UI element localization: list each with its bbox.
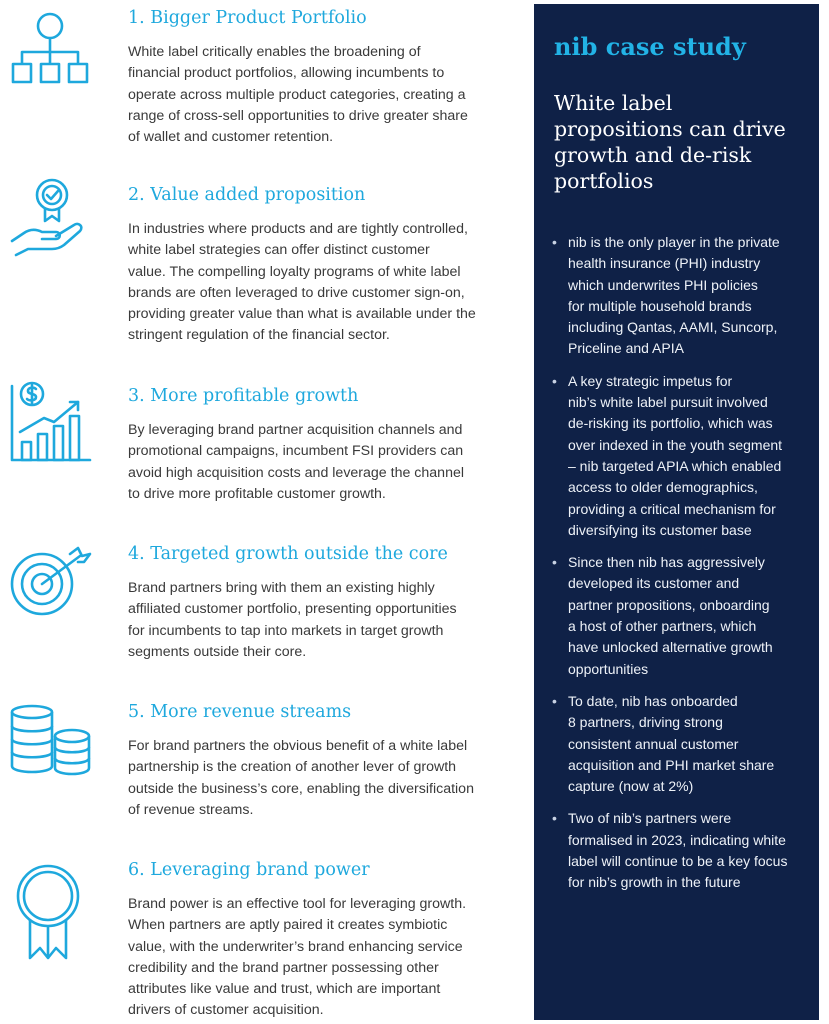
- text-line: a host of other partners, which: [568, 618, 757, 635]
- benefit-title: 5. More revenue streams: [128, 702, 352, 722]
- text-line: acquisition and PHI market share: [568, 756, 775, 773]
- benefit-title: 1. Bigger Product Portfolio: [128, 8, 367, 28]
- text-line: health insurance (PHI) industry: [568, 255, 761, 272]
- text-line: – nib targeted APIA which enabled: [568, 457, 782, 474]
- text-line: attributes like value and trust, which are important: [128, 981, 441, 998]
- bullet-dot: •: [552, 372, 557, 389]
- text-line: partnership is the creation of another lever of growth: [128, 759, 457, 776]
- text-line: In industries where products and are tightly controlled,: [128, 221, 468, 237]
- text-line: providing greater value than what is available under the: [128, 306, 476, 323]
- text-line: credibility and the brand partner possessing other: [128, 959, 439, 976]
- bullet-dot: •: [552, 234, 557, 250]
- benefit-description: [128, 219, 508, 347]
- text-line: over indexed in the youth segment: [568, 436, 783, 453]
- text-line: affiliated customer portfolio, presenting opportunities: [128, 601, 457, 618]
- text-line: To date, nib has onboarded: [568, 692, 738, 709]
- text-line: formalised in 2023, indicating white: [568, 831, 786, 848]
- text-line: brands are often leveraged to drive customer sign-on,: [128, 284, 465, 301]
- bullet-item: [552, 371, 814, 541]
- text-line: Brand power is an effective tool for leveraging growth.: [128, 896, 467, 912]
- text-line: A key strategic impetus for: [568, 372, 733, 389]
- text-line: which underwrites PHI policies: [568, 276, 758, 293]
- text-line: drivers of customer acquisition.: [128, 1002, 324, 1019]
- text-line: promotional campaigns, incumbent FSI providers can: [128, 443, 464, 460]
- text-line: for nib’s growth in the future: [568, 874, 741, 891]
- text-line: to drive more profitable customer growth.: [128, 485, 386, 502]
- text-line: opportunities: [568, 660, 649, 677]
- text-line: Priceline and APIA: [568, 340, 684, 357]
- benefit-description: [128, 420, 508, 505]
- text-line: value, with the underwriter’s brand enhancing service: [128, 938, 463, 955]
- bullet-item: [552, 691, 814, 797]
- text-line: 8 partners, driving strong: [568, 714, 723, 731]
- benefit-description: [128, 894, 508, 1022]
- benefit-description: [128, 736, 508, 821]
- text-line: By leveraging brand partner acquisition channels and: [128, 422, 463, 438]
- text-line: financial product portfolios, allowing incumbents to: [128, 65, 445, 82]
- text-line: avoid high acquisition costs and leverage the channel: [128, 464, 464, 481]
- hand-holding-award-icon: [8, 177, 92, 261]
- text-line: white label strategies can offer distinct customer: [128, 242, 430, 259]
- benefit-description: [128, 42, 508, 148]
- text-line: including Qantas, AAMI, Suncorp,: [568, 319, 778, 336]
- case-study-heading: nib case study: [554, 32, 746, 61]
- text-line: capture (now at 2%): [568, 778, 694, 795]
- benefit-title: 6. Leveraging brand power: [128, 860, 370, 880]
- text-line: outside the business’s core, enabling the diversification: [128, 780, 474, 797]
- text-line: range of cross-sell opportunities to drive greater share: [128, 107, 468, 124]
- bullet-item: [552, 552, 814, 680]
- text-line: of revenue streams.: [128, 801, 254, 818]
- text-line: Two of nib’s partners were: [568, 810, 732, 827]
- text-line: nib is the only player in the private: [568, 234, 780, 250]
- text-line: providing a critical mechanism for: [568, 500, 776, 517]
- hierarchy-org-chart-icon: [8, 8, 92, 92]
- case-study-bullets: [552, 232, 814, 905]
- text-line: consistent annual customer: [568, 735, 739, 752]
- title-line: growth and de-risk: [554, 143, 752, 167]
- text-line: have unlocked alternative growth: [568, 639, 773, 656]
- text-line: For brand partners the obvious benefit of a white label: [128, 738, 468, 754]
- text-line: de-risking its portfolio, which was: [568, 415, 773, 432]
- bullet-dot: •: [552, 692, 557, 709]
- bullet-dot: •: [552, 554, 557, 571]
- benefit-description: [128, 578, 508, 663]
- text-line: partner propositions, onboarding: [568, 596, 770, 613]
- text-line: When partners are aptly paired it creates symbiotic: [128, 917, 448, 934]
- text-line: for incumbents to tap into markets in target growth: [128, 622, 444, 639]
- title-line: White label: [554, 91, 673, 115]
- bullet-item: [552, 808, 814, 893]
- title-line: portfolios: [554, 169, 654, 193]
- text-line: of wallet and customer retention.: [128, 129, 334, 146]
- bullet-item: [552, 232, 814, 360]
- text-line: access to older demographics,: [568, 479, 758, 496]
- benefit-title: 4. Targeted growth outside the core: [128, 544, 448, 564]
- benefit-title: 3. More profitable growth: [128, 386, 359, 406]
- case-study-panel: [534, 4, 819, 1020]
- text-line: stringent regulation of the financial sector.: [128, 327, 390, 344]
- text-line: nib’s white label pursuit involved: [568, 394, 768, 411]
- text-line: Brand partners bring with them an existing highly: [128, 580, 435, 596]
- text-line: diversifying its customer base: [568, 521, 752, 538]
- text-line: segments outside their core.: [128, 643, 307, 660]
- coin-stacks-icon: [8, 700, 92, 784]
- title-line: propositions can drive: [554, 117, 786, 141]
- dollar-growth-chart-icon: [8, 380, 92, 464]
- text-line: developed its customer and: [568, 575, 740, 592]
- text-line: value. The compelling loyalty programs of white label: [128, 263, 461, 280]
- text-line: label will continue to be a key focus: [568, 853, 788, 870]
- target-arrow-icon: [8, 540, 92, 624]
- text-line: White label critically enables the broadening of: [128, 44, 421, 60]
- text-line: Since then nib has aggressively: [568, 554, 765, 571]
- benefit-title: 2. Value added proposition: [128, 185, 366, 205]
- text-line: operate across multiple product categories, creating a: [128, 86, 466, 103]
- award-ribbon-icon: [8, 860, 92, 944]
- bullet-dot: •: [552, 810, 557, 827]
- case-study-title: [554, 90, 804, 194]
- text-line: for multiple household brands: [568, 297, 752, 314]
